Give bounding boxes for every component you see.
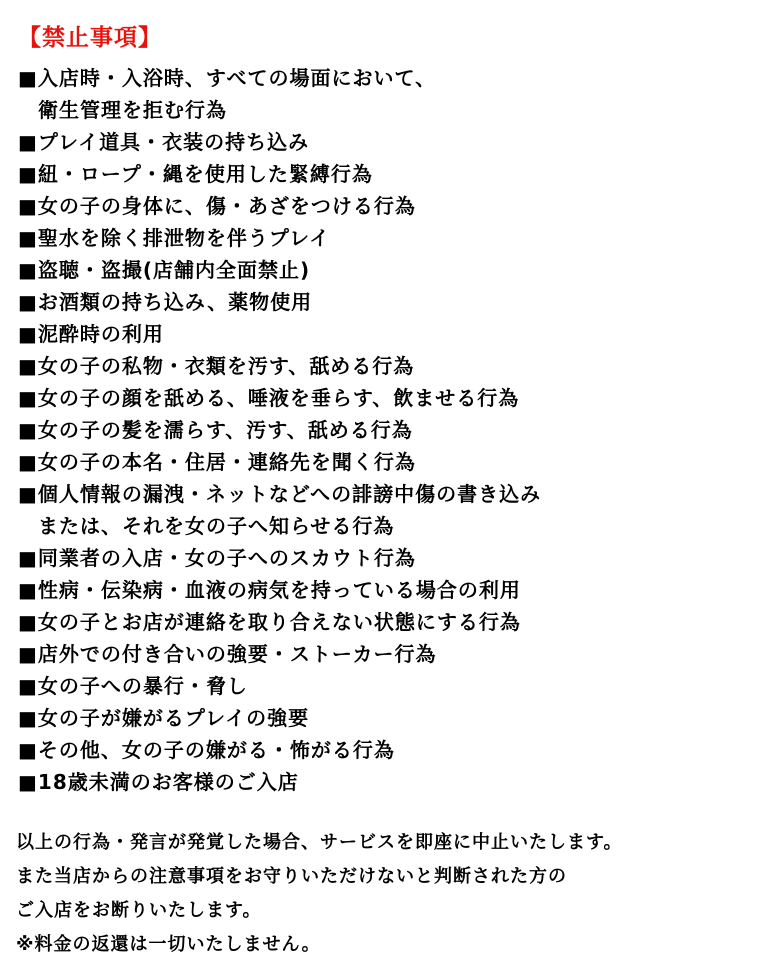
- list-item-continuation: または、それを女の子へ知らせる行為: [38, 514, 395, 538]
- list-item: ■店外での付き合いの強要・ストーカー行為: [18, 642, 437, 666]
- list-item: ■紐・ロープ・縄を使用した緊縛行為: [18, 162, 373, 186]
- list-item: ■入店時・入浴時、すべての場面において、: [18, 66, 437, 90]
- page-title: 【禁止事項】: [18, 25, 162, 51]
- notice-line: ご入店をお断りいたします。: [16, 900, 262, 921]
- notice-line: また当店からの注意事項をお守りいただけないと判断された方の: [16, 866, 567, 887]
- list-item: ■性病・伝染病・血液の病気を持っている場合の利用: [18, 578, 521, 602]
- list-item: ■女の子の本名・住居・連絡先を聞く行為: [18, 450, 416, 474]
- list-item: ■女の子が嫌がるプレイの強要: [18, 706, 310, 730]
- footer-notice: [16, 826, 623, 962]
- list-item: ■プレイ道具・衣装の持ち込み: [18, 130, 310, 154]
- list-item: ■18歳未満のお客様のご入店: [18, 770, 299, 794]
- list-item: ■盗聴・盗撮(店舗内全面禁止): [18, 258, 311, 282]
- list-item: ■女の子への暴行・脅し: [18, 674, 248, 698]
- list-item: ■同業者の入店・女の子へのスカウト行為: [18, 546, 416, 570]
- refund-note: ※料金の返還は一切いたしません。: [16, 934, 321, 955]
- list-item: ■泥酔時の利用: [18, 322, 164, 346]
- list-item: ■女の子の私物・衣類を汚す、舐める行為: [18, 354, 415, 378]
- list-item-continuation: 衛生管理を拒む行為: [38, 98, 227, 122]
- prohibited-items-list: [18, 62, 541, 798]
- list-item: ■聖水を除く排泄物を伴うプレイ: [18, 226, 331, 250]
- list-item: ■女の子とお店が連絡を取り合えない状態にする行為: [18, 610, 521, 634]
- list-item: ■その他、女の子の嫌がる・怖がる行為: [18, 738, 395, 762]
- list-item: ■女の子の髪を濡らす、汚す、舐める行為: [18, 418, 413, 442]
- list-item: ■お酒類の持ち込み、薬物使用: [18, 290, 313, 314]
- notice-line: 以上の行為・発言が発覚した場合、サービスを即座に中止いたします。: [16, 832, 623, 853]
- list-item: ■女の子の身体に、傷・あざをつける行為: [18, 194, 416, 218]
- list-item: ■女の子の顔を舐める、唾液を垂らす、飲ませる行為: [18, 386, 520, 410]
- list-item: ■個人情報の漏洩・ネットなどへの誹謗中傷の書き込み: [18, 482, 542, 506]
